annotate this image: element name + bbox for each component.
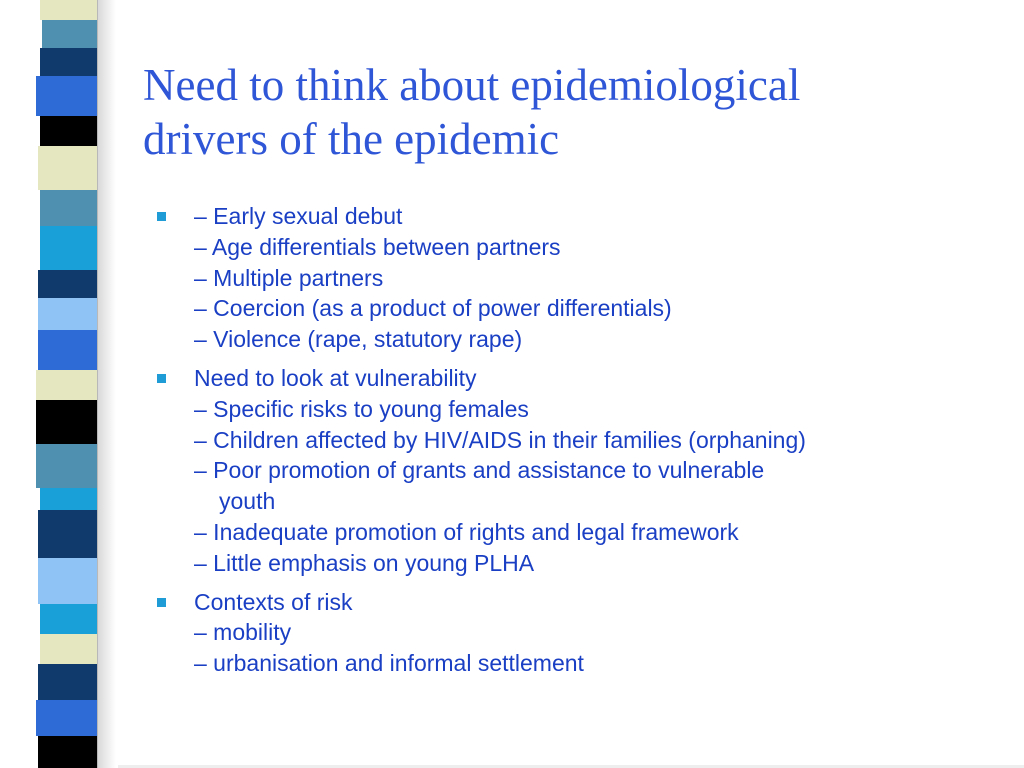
title-line-2: drivers of the epidemic bbox=[143, 114, 560, 164]
bullet-item-contexts-of-risk bbox=[157, 587, 1007, 679]
bullet-item-sexual-behaviour bbox=[157, 201, 1007, 355]
title-line-1: Need to think about epidemiological bbox=[143, 60, 801, 110]
bullet-line: – Violence (rape, statutory rape) bbox=[194, 326, 523, 353]
bullet-line: Contexts of risk bbox=[194, 588, 353, 615]
bullet-line: – Early sexual debut bbox=[194, 203, 403, 229]
decorative-stripe bbox=[0, 0, 120, 768]
bullet-line: – Children affected by HIV/AIDS in their families (orphaning) bbox=[194, 426, 806, 453]
stripe-outline bbox=[0, 0, 98, 768]
stripe-shadow bbox=[98, 0, 116, 768]
bullet-line: – Little emphasis on young PLHA bbox=[194, 549, 535, 576]
bullet-line: Need to look at vulnerability bbox=[194, 364, 477, 391]
bullet-line: – Multiple partners bbox=[194, 264, 384, 291]
bullet-line: youth bbox=[219, 488, 276, 515]
bullet-line: – mobility bbox=[194, 619, 292, 646]
slide-title bbox=[143, 58, 1003, 166]
bullet-item-vulnerability bbox=[157, 363, 1007, 579]
square-bullet-icon bbox=[157, 598, 166, 607]
bullet-line: – Inadequate promotion of rights and legal framework bbox=[194, 518, 739, 545]
bullet-line: – Age differentials between partners bbox=[194, 233, 561, 260]
bullet-line: – urbanisation and informal settlement bbox=[194, 650, 584, 677]
square-bullet-icon bbox=[157, 212, 166, 221]
bullet-line: – Poor promotion of grants and assistance to vulnerable bbox=[194, 457, 765, 484]
bullet-line: – Coercion (as a product of power differentials) bbox=[194, 295, 672, 322]
bullet-list bbox=[157, 201, 1007, 687]
bullet-line: – Specific risks to young females bbox=[194, 395, 529, 422]
square-bullet-icon bbox=[157, 374, 166, 383]
